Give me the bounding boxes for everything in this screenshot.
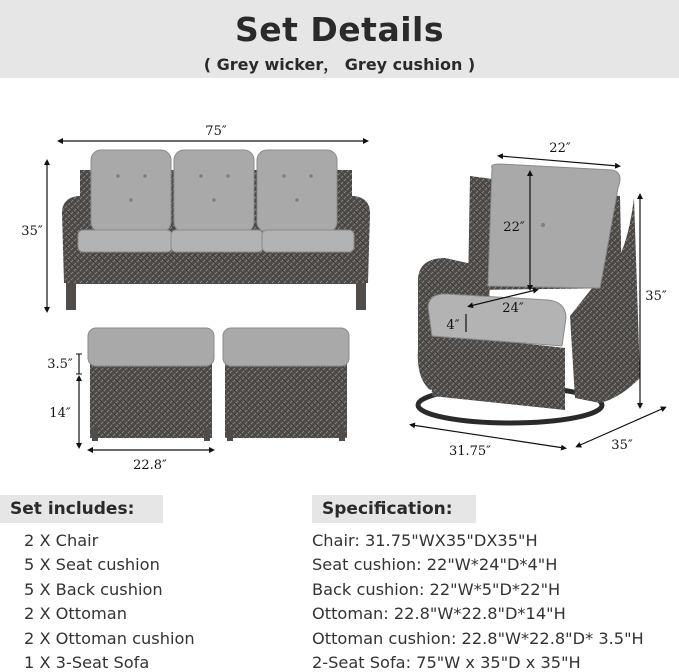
- sofa-back-cushion-2: [174, 150, 254, 232]
- chair-seat-depth-label: 24″: [502, 301, 524, 316]
- sofa-illustration: [62, 150, 370, 310]
- chair-top-width-label: 22″: [549, 141, 571, 156]
- ottoman-left-cushion: [88, 328, 214, 366]
- set-includes-label: Set includes:: [0, 495, 163, 523]
- sofa-seat-cushion-3: [262, 230, 354, 252]
- header-banner: [0, 0, 679, 78]
- list-item: Ottoman: 22.8"W*22.8"D*14"H: [312, 604, 566, 624]
- sofa-seat-cushion-2: [171, 230, 263, 252]
- page-title: Set Details: [235, 10, 444, 49]
- ottoman-right-cushion: [223, 328, 349, 366]
- product-dimension-figure: [0, 78, 679, 488]
- chair-depth-label: 35″: [611, 438, 633, 453]
- list-item: 2 X Ottoman cushion: [24, 628, 195, 648]
- list-item: Back cushion: 22"W*5"D*22"H: [312, 579, 561, 599]
- ottoman-base-height-label: 14″: [49, 406, 71, 421]
- ottoman-right: [223, 328, 349, 441]
- chair-height-label: 35″: [645, 289, 667, 304]
- list-item: 5 X Back cushion: [24, 579, 163, 599]
- sofa-back-cushion-3: [257, 150, 337, 232]
- page-subtitle: ( Grey wicker， Grey cushion ): [203, 55, 476, 74]
- list-item: 5 X Seat cushion: [24, 555, 160, 575]
- specification-list: [312, 529, 644, 672]
- list-item: 1 X 3-Seat Sofa: [24, 652, 150, 672]
- set-includes-list: [24, 529, 195, 672]
- ottoman-cushion-height-label: 3.5″: [47, 357, 73, 372]
- list-item: Seat cushion: 22"W*24"D*4"H: [312, 555, 558, 575]
- sofa-seat-cushion-1: [78, 230, 172, 252]
- sofa-height-label: 35″: [21, 224, 43, 239]
- list-item: Chair: 31.75"WX35"DX35"H: [312, 531, 538, 550]
- swivel-chair-illustration: [418, 164, 640, 423]
- sofa-back-cushion-1: [91, 150, 171, 232]
- ottoman-width-label: 22.8″: [133, 458, 167, 473]
- chair-width-label: 31.75″: [448, 444, 492, 459]
- chair-back-height-label: 22″: [503, 220, 525, 235]
- list-item: 2 X Ottoman: [24, 604, 127, 624]
- list-item: 2 X Chair: [24, 531, 99, 550]
- ottoman-left: [88, 328, 214, 441]
- specification-label: Specification:: [312, 495, 476, 523]
- chair-cushion-thickness-label: 4″: [446, 318, 460, 333]
- list-item: 2-Seat Sofa: 75"W x 35"D x 35"H: [312, 652, 581, 672]
- sofa-width-label: 75″: [205, 124, 227, 139]
- list-item: Ottoman cushion: 22.8"W*22.8"D* 3.5"H: [312, 628, 644, 648]
